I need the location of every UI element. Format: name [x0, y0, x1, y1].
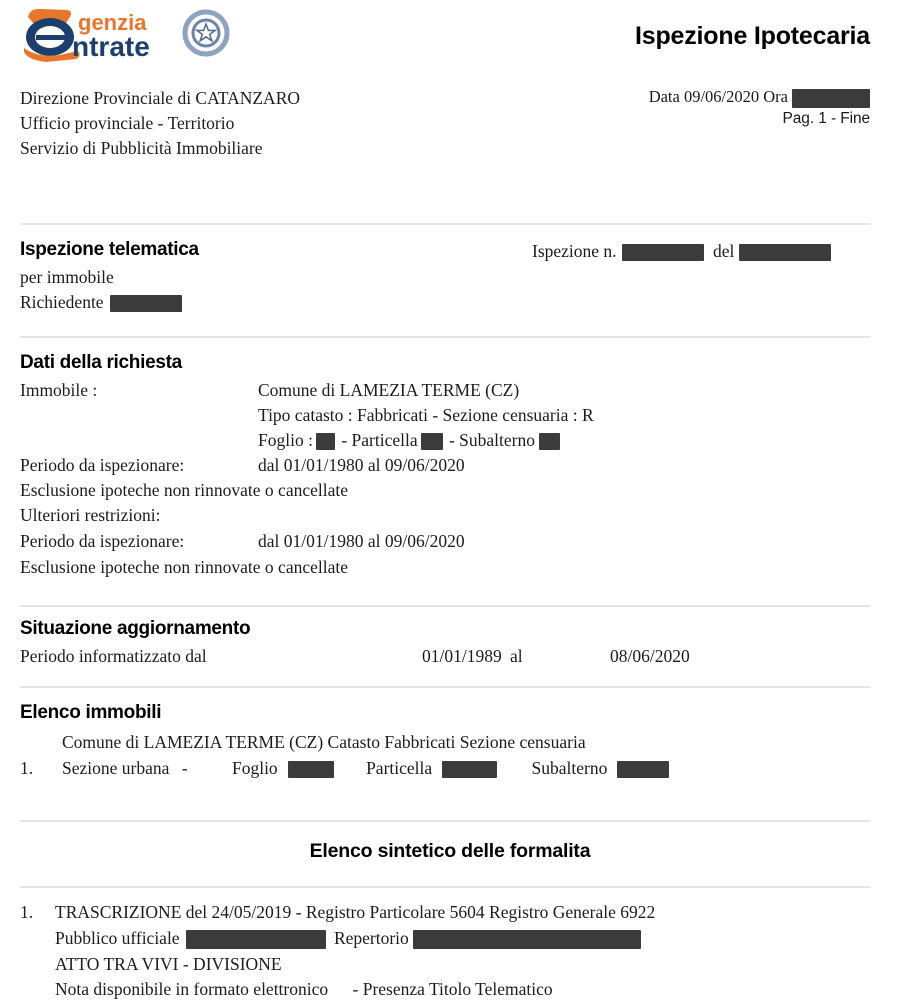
requester-row: [20, 290, 182, 315]
particella-redaction-bar: [421, 433, 443, 450]
formalita-nota-label: Nota disponibile in formato elettronico: [55, 979, 329, 999]
section-divider-6: [20, 886, 870, 888]
immobili-subalterno-label: Subalterno: [531, 758, 608, 778]
formalita-nota-row: [55, 977, 553, 1002]
periodo-informatizzato-al: al: [510, 646, 523, 666]
formalita-entry-number: 1.: [20, 902, 34, 922]
heading-elenco-immobili: Elenco immobili: [20, 702, 162, 723]
section-divider-3: [20, 605, 870, 607]
immobile-tipo-catasto: Tipo catasto : Fabbricati - Sezione censuaria : R: [258, 405, 594, 425]
date-prefix: Data: [648, 87, 680, 106]
heading-ispezione-telematica: Ispezione telematica: [20, 239, 199, 260]
foglio-label: Foglio :: [258, 430, 313, 450]
page-number-label: Pag. 1 - Fine: [782, 109, 870, 127]
time-redaction-bar: [792, 89, 870, 108]
office-address-block: [20, 86, 300, 161]
table-row: [20, 756, 669, 781]
immobili-particella-redaction-bar: [442, 761, 497, 778]
repertorio-redaction-bar: [413, 930, 641, 949]
immobili-foglio-redaction-bar: [288, 761, 334, 778]
agenzia-entrate-logo: [20, 4, 232, 66]
document-header: [0, 0, 900, 80]
inspection-number-redaction-bar: [622, 244, 704, 261]
sezione-urbana-label: Sezione urbana: [62, 758, 170, 778]
requester-label: Richiedente: [20, 292, 104, 312]
inspection-number-row: [532, 239, 831, 264]
immobili-comune-line: Comune di LAMEZIA TERME (CZ) Catasto Fabbricati Sezione censuaria: [62, 732, 586, 752]
pubblico-ufficiale-label: Pubblico ufficiale: [55, 928, 180, 948]
periodo-label-2: Periodo da ispezionare:: [20, 531, 185, 551]
section-divider-5: [20, 820, 870, 822]
repertorio-label: Repertorio: [333, 928, 409, 948]
office-line-2: Ufficio provinciale - Territorio: [20, 113, 235, 133]
foglio-redaction-bar: [316, 433, 335, 450]
time-label: Ora: [763, 87, 788, 106]
periodo-informatizzato-from: 01/01/1989: [422, 646, 502, 666]
formalita-atto-line: ATTO TRA VIVI - DIVISIONE: [55, 954, 282, 974]
immobili-row-number: 1.: [20, 758, 34, 778]
immobile-foglio-row: [258, 428, 560, 453]
immobile-comune: Comune di LAMEZIA TERME (CZ): [258, 380, 520, 400]
formalita-pubblico-ufficiale-row: [55, 926, 641, 951]
subalterno-label: - Subalterno: [448, 430, 536, 450]
republic-emblem-icon: [185, 12, 227, 54]
requester-redaction-bar: [110, 295, 182, 312]
particella-label: - Particella: [341, 430, 418, 450]
subalterno-redaction-bar: [539, 433, 560, 450]
date-line: [649, 86, 870, 108]
page-title: Ispezione Ipotecaria: [635, 22, 870, 50]
immobili-particella-label: Particella: [366, 758, 433, 778]
immobili-subalterno-redaction-bar: [617, 761, 669, 778]
inspection-del-label: del: [712, 241, 735, 261]
section-divider-4: [20, 686, 870, 688]
sezione-urbana-value: -: [181, 758, 188, 778]
esclusione-line-1: Esclusione ipoteche non rinnovate o cancellate: [20, 480, 348, 500]
telematica-subtitle: per immobile: [20, 267, 114, 287]
heading-elenco-sintetico: Elenco sintetico delle formalita: [309, 840, 591, 862]
section-divider-2: [20, 336, 870, 338]
list-item: [20, 900, 655, 925]
office-line-1: Direzione Provinciale di CATANZARO: [20, 88, 300, 108]
immobile-label: Immobile :: [20, 380, 98, 400]
date-page-block: [649, 86, 870, 129]
office-line-3: Servizio di Pubblicità Immobiliare: [20, 138, 263, 158]
ulteriori-restrizioni-label: Ulteriori restrizioni:: [20, 505, 161, 525]
inspection-number-label: Ispezione n.: [532, 241, 617, 261]
inspection-date-redaction-bar: [739, 244, 831, 261]
heading-situazione-aggiornamento: Situazione aggiornamento: [20, 618, 251, 639]
periodo-informatizzato-to: 08/06/2020: [610, 646, 690, 666]
formalita-titolo-telematico-label: - Presenza Titolo Telematico: [352, 979, 553, 999]
section-divider-1: [20, 223, 870, 225]
date-value: 09/06/2020: [683, 87, 760, 106]
formalita-entry-line1: TRASCRIZIONE del 24/05/2019 - Registro Particolare 5604 Registro Generale 6922: [55, 902, 656, 922]
periodo-label-1: Periodo da ispezionare:: [20, 455, 185, 475]
periodo-value-2: dal 01/01/1980 al 09/06/2020: [258, 531, 465, 551]
logo-word-top: genzia: [78, 10, 147, 35]
periodo-informatizzato-label: Periodo informatizzato dal: [20, 646, 207, 666]
pubblico-ufficiale-redaction-bar: [186, 930, 326, 949]
logo-word-bottom: ntrate: [72, 31, 150, 62]
immobili-foglio-label: Foglio: [231, 758, 278, 778]
esclusione-line-2: Esclusione ipoteche non rinnovate o cancellate: [20, 557, 348, 577]
periodo-value-1: dal 01/01/1980 al 09/06/2020: [258, 455, 465, 475]
heading-dati-richiesta: Dati della richiesta: [20, 352, 182, 373]
